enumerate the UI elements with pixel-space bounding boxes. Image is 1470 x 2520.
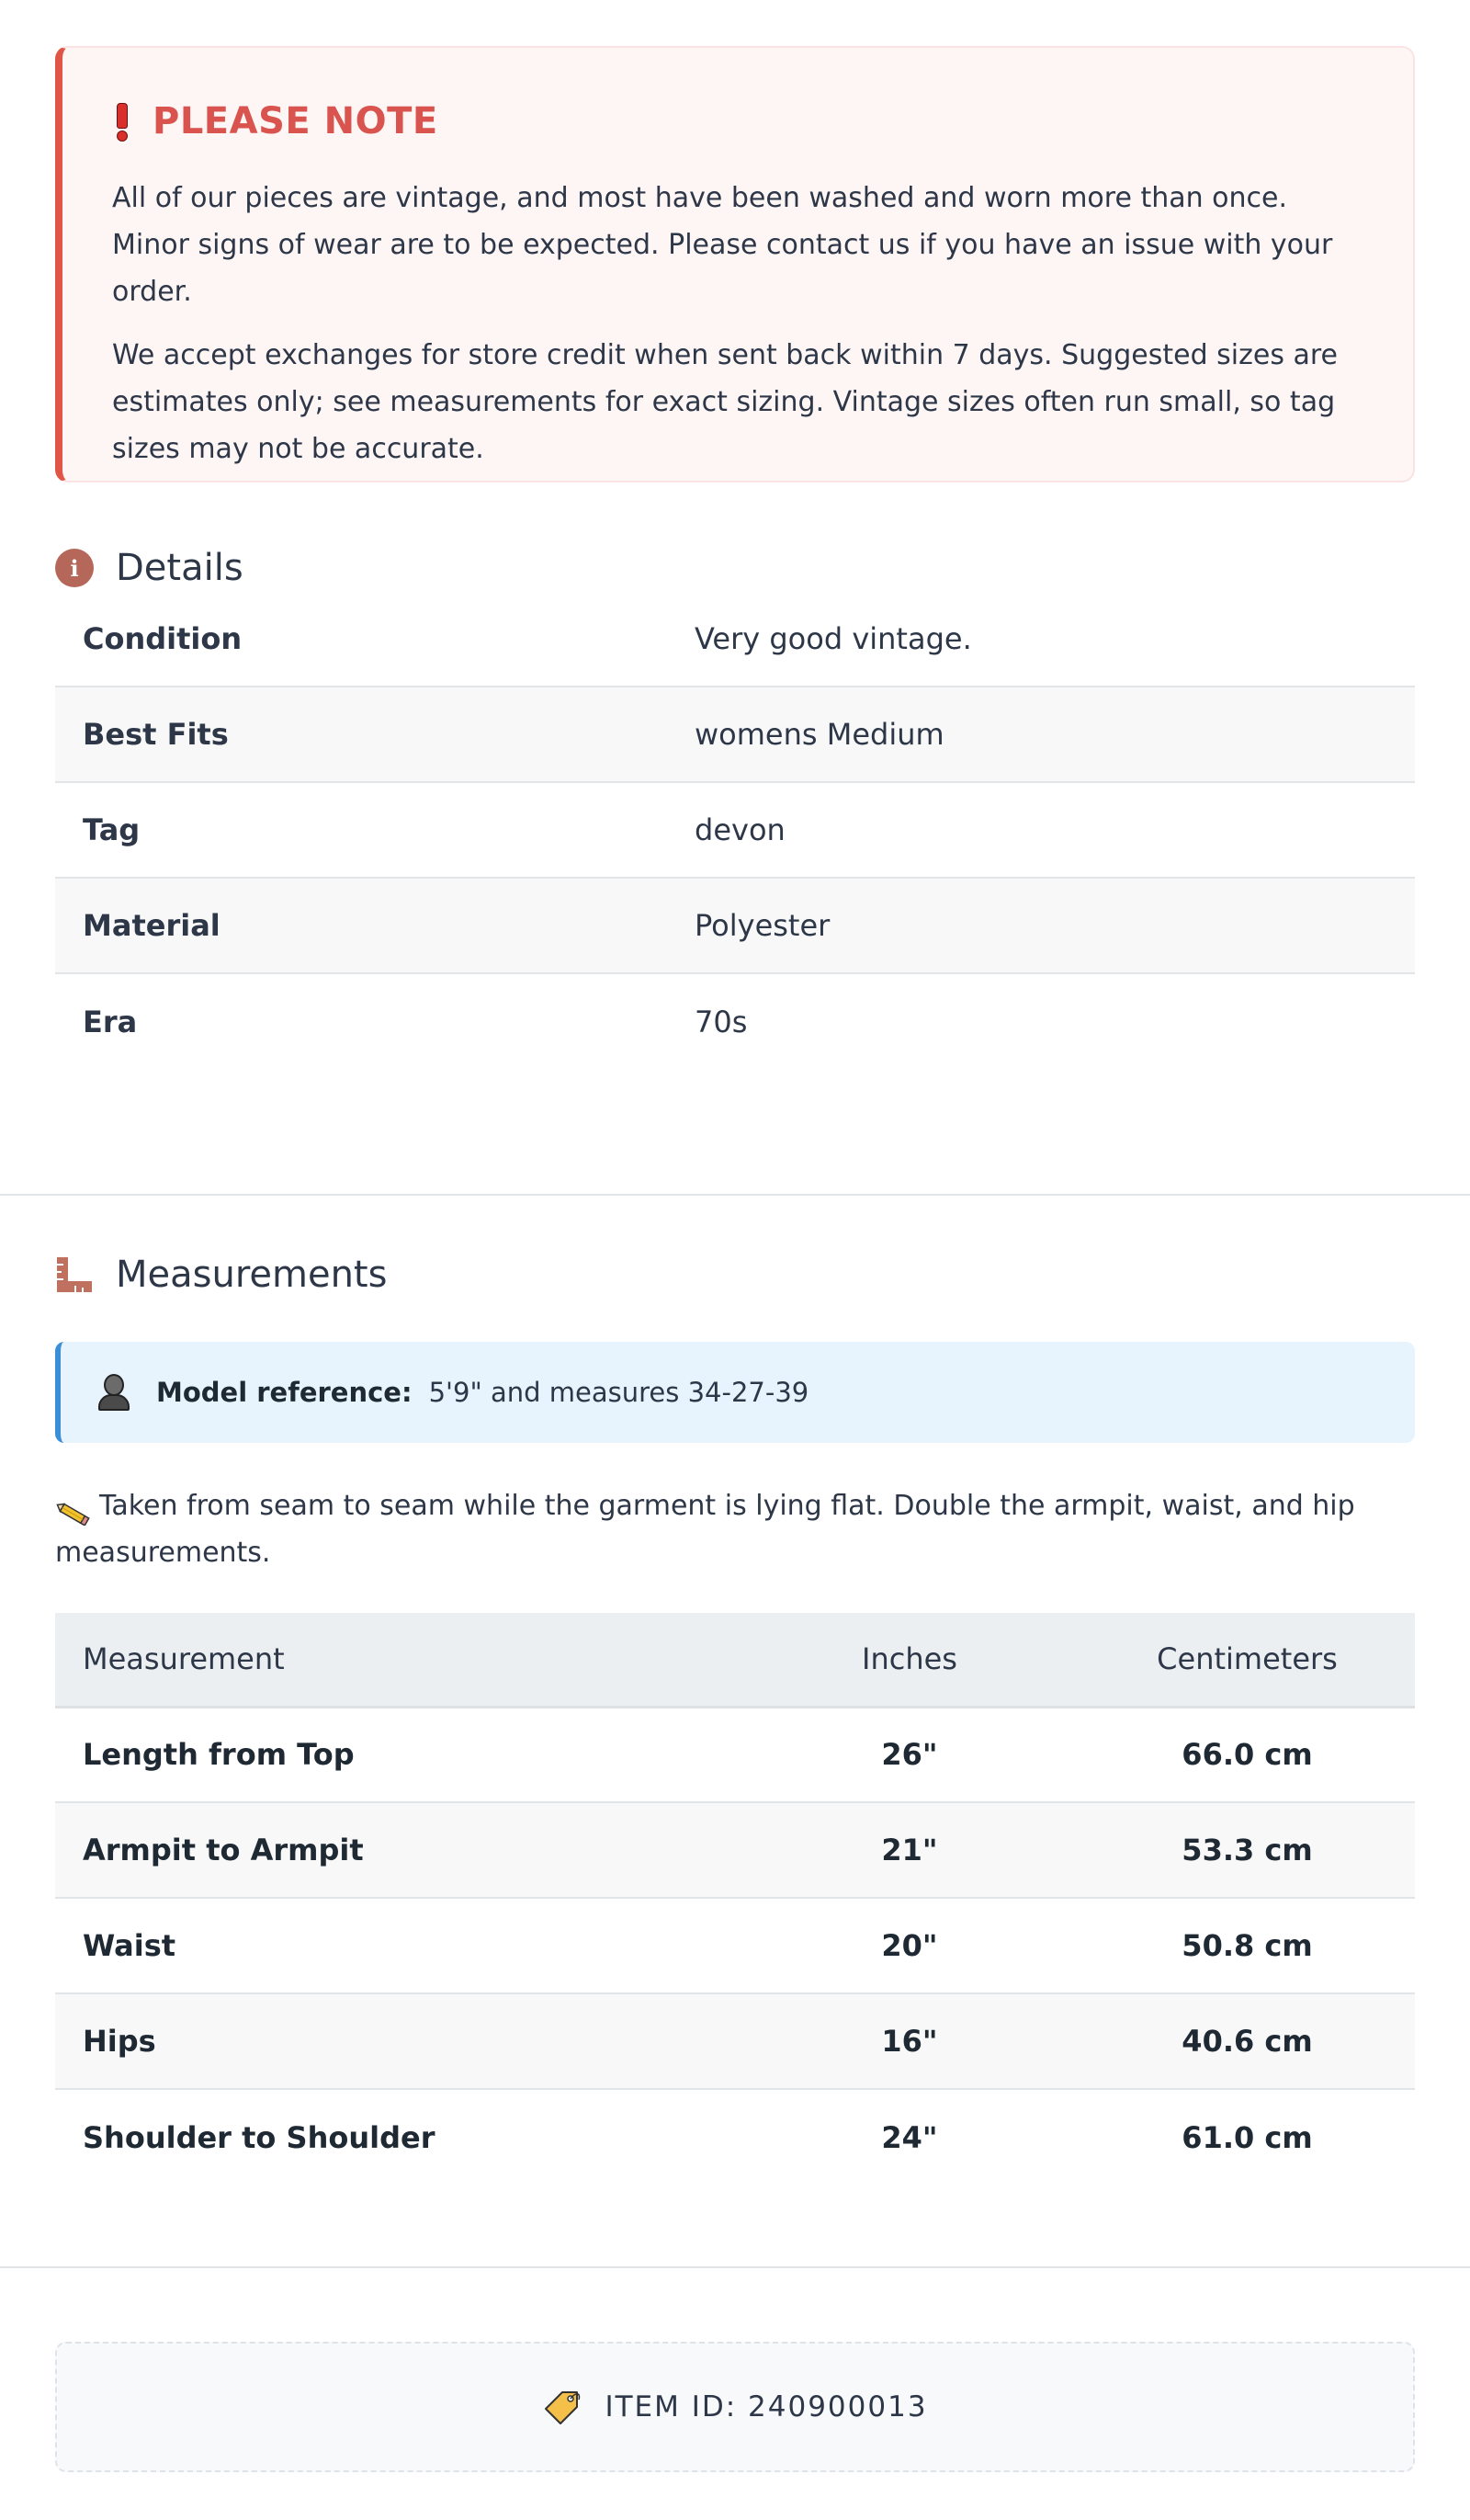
- measurement-note-text: Taken from seam to seam while the garment is lying flat. Double the armpit, waist, and hip measurements.: [55, 1490, 1355, 1569]
- detail-label: Tag: [55, 782, 667, 878]
- measurement-name: Waist: [55, 1898, 740, 1993]
- details-table: [55, 591, 1415, 1069]
- detail-value: womens Medium: [667, 687, 1415, 782]
- table-row: [55, 2089, 1415, 2185]
- measurement-note: [55, 1482, 1360, 1576]
- model-reference: [55, 1342, 1415, 1443]
- detail-value: 70s: [695, 1004, 748, 1039]
- item-id-text: ITEM ID: 240900013: [605, 2390, 928, 2424]
- details-title: Details: [116, 547, 243, 589]
- details-header: [55, 545, 243, 591]
- item-id-box: [55, 2342, 1415, 2472]
- exclamation-icon: [114, 103, 129, 140]
- detail-value: Very good vintage.: [667, 591, 1415, 687]
- measurements-header: [55, 1252, 387, 1298]
- table-row: [55, 1802, 1415, 1898]
- pencil-icon: [55, 1493, 92, 1514]
- detail-value: devon: [667, 782, 1415, 878]
- ruler-icon: [55, 1255, 94, 1294]
- measurements-title: Measurements: [116, 1254, 388, 1296]
- measurement-name: Hips: [55, 1993, 740, 2089]
- person-icon: [97, 1374, 129, 1411]
- table-row: [55, 687, 1415, 782]
- notice-title: PLEASE NOTE: [153, 100, 438, 142]
- table-row: [55, 1707, 1415, 1802]
- detail-label: Material: [55, 878, 667, 973]
- table-row: [55, 878, 1415, 973]
- table-row: [55, 1993, 1415, 2089]
- measurement-inches: 24": [881, 2119, 938, 2155]
- column-header: Centimeters: [1080, 1613, 1415, 1707]
- detail-label: Condition: [55, 591, 667, 687]
- measurement-cm: 53.3 cm: [1080, 1802, 1415, 1898]
- measurement-name: Length from Top: [55, 1707, 740, 1802]
- notice-header: [112, 101, 1367, 142]
- model-reference-label: Model reference:: [156, 1377, 413, 1408]
- table-header-row: [55, 1613, 1415, 1707]
- table-row: [55, 973, 1415, 1069]
- table-row: [55, 1898, 1415, 1993]
- notice-paragraph: All of our pieces are vintage, and most have been washed and worn more than once. Minor signs of wear are to be expected. Please contact us if you have an issue with your order.: [112, 182, 1333, 308]
- measurement-inches: 21": [740, 1802, 1080, 1898]
- info-icon: i: [55, 549, 94, 587]
- measurement-cm: 61.0 cm: [1182, 2119, 1313, 2155]
- measurements-table: [55, 1613, 1415, 2185]
- tag-icon: [542, 2389, 582, 2425]
- model-reference-value: 5'9" and measures 34-27-39: [428, 1377, 809, 1408]
- detail-label: Best Fits: [55, 687, 667, 782]
- measurement-name: Armpit to Armpit: [55, 1802, 740, 1898]
- measurement-inches: 26": [740, 1707, 1080, 1802]
- measurement-cm: 50.8 cm: [1080, 1898, 1415, 1993]
- section-divider: [0, 2266, 1470, 2268]
- table-row: [55, 591, 1415, 687]
- detail-value: Polyester: [667, 878, 1415, 973]
- column-header: Inches: [740, 1613, 1080, 1707]
- table-row: [55, 782, 1415, 878]
- measurement-cm: 66.0 cm: [1080, 1707, 1415, 1802]
- notice-paragraph: We accept exchanges for store credit when sent back within 7 days. Suggested sizes are estimates only; see measurements for exact sizing. Vintage sizes often run small, so tag sizes may not be accurate.: [112, 339, 1339, 465]
- column-header: Measurement: [55, 1613, 740, 1707]
- detail-label: Era: [83, 1004, 138, 1039]
- measurement-inches: 20": [740, 1898, 1080, 1993]
- measurement-name: Shoulder to Shoulder: [83, 2119, 435, 2155]
- measurement-inches: 16": [740, 1993, 1080, 2089]
- measurement-cm: 40.6 cm: [1080, 1993, 1415, 2089]
- notice-box: [55, 46, 1415, 482]
- section-divider: [0, 1194, 1470, 1196]
